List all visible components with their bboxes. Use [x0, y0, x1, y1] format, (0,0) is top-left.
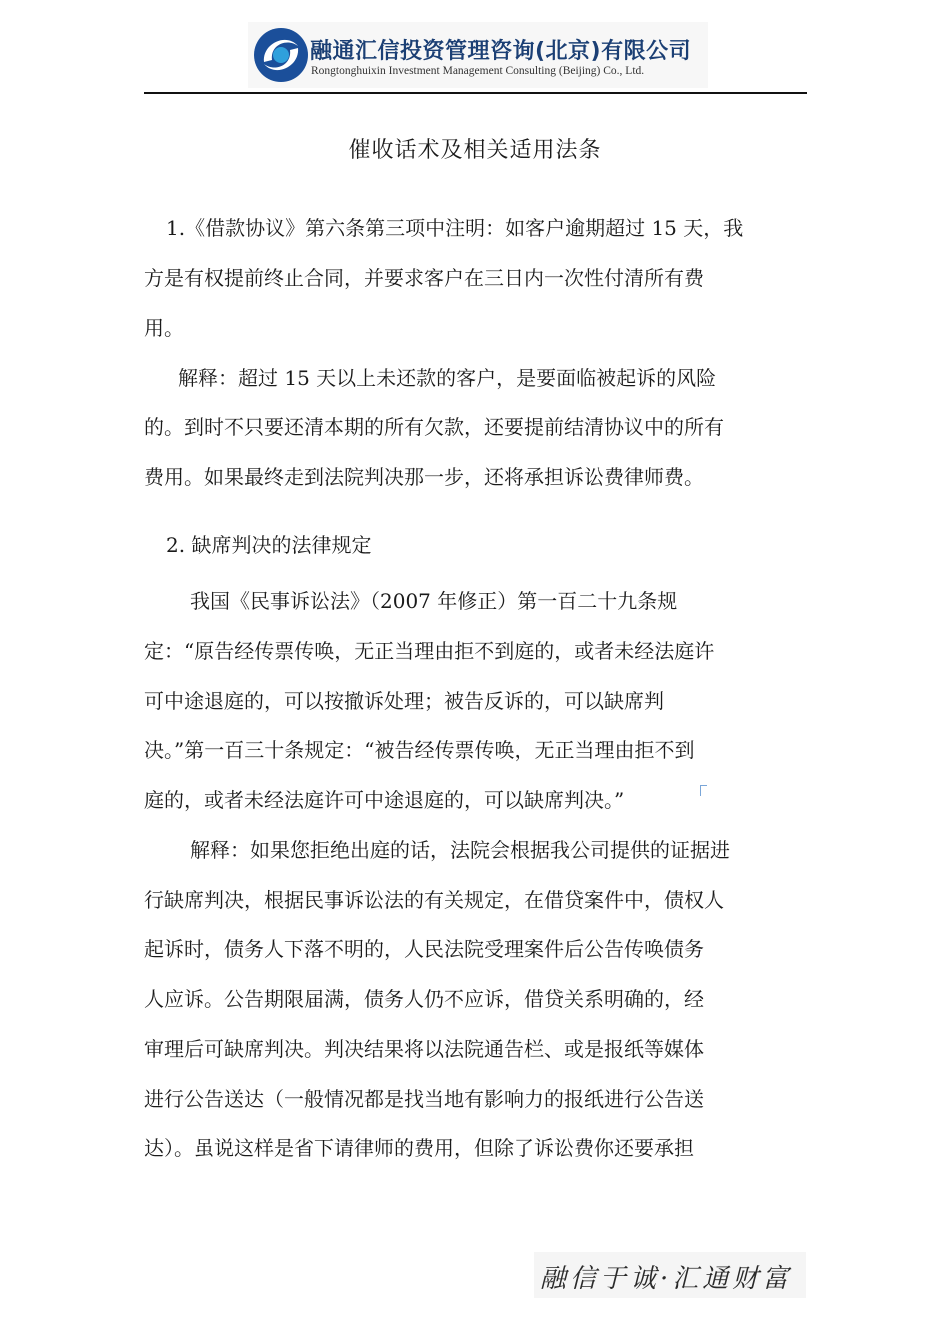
footnote-marker-icon [700, 785, 707, 796]
body-line: 的。到时不只要还清本期的所有欠款，还要提前结清协议中的所有 [144, 415, 724, 439]
body-line: 行缺席判决，根据民事诉讼法的有关规定，在借贷案件中，债权人 [144, 888, 724, 912]
body-line: 解释：超过 15 天以上未还款的客户，是要面临被起诉的风险 [178, 366, 717, 390]
letterhead [248, 22, 708, 88]
body-line: 用。 [144, 316, 184, 340]
footer-slogan-box [534, 1252, 806, 1298]
body-line: 进行公告送达（一般情况都是找当地有影响力的报纸进行公告送 [144, 1087, 704, 1111]
document-title: 催收话术及相关适用法条 [348, 138, 602, 163]
body-line: 庭的，或者未经法庭许可中途退庭的，可以缺席判决。” [144, 788, 625, 812]
header-divider [144, 92, 807, 94]
body-line: 可中途退庭的，可以按撤诉处理；被告反诉的，可以缺席判 [144, 689, 664, 713]
body-line: 1.《借款协议》第六条第三项中注明：如客户逾期超过 15 天，我 [166, 216, 744, 240]
company-logo-icon [252, 26, 310, 84]
body-line: 费用。如果最终走到法院判决那一步，还将承担诉讼费律师费。 [144, 465, 704, 489]
footer-slogan: 融信于诚·汇通财富 [540, 1264, 793, 1294]
body-line: 我国《民事诉讼法》（2007 年修正）第一百二十九条规 [190, 589, 678, 613]
body-line: 人应诉。公告期限届满，债务人仍不应诉，借贷关系明确的，经 [144, 987, 704, 1011]
company-name-cn: 融通汇信投资管理咨询(北京)有限公司 [310, 39, 692, 64]
body-line: 解释：如果您拒绝出庭的话，法院会根据我公司提供的证据进 [190, 838, 730, 862]
body-line: 决。”第一百三十条规定：“被告经传票传唤，无正当理由拒不到 [144, 738, 695, 762]
body-line: 起诉时，债务人下落不明的，人民法院受理案件后公告传唤债务 [144, 937, 704, 961]
body-line: 审理后可缺席判决。判决结果将以法院通告栏、或是报纸等媒体 [144, 1037, 704, 1061]
section-heading: 2. 缺席判决的法律规定 [166, 533, 372, 557]
body-line: 达）。虽说这样是省下请律师的费用，但除了诉讼费你还要承担 [144, 1136, 694, 1160]
company-name-en: Rongtonghuixin Investment Management Consulting (Beijing) Co., Ltd. [311, 65, 645, 77]
body-line: 定：“原告经传票传唤，无正当理由拒不到庭的，或者未经法庭许 [144, 639, 715, 663]
body-line: 方是有权提前终止合同，并要求客户在三日内一次性付清所有费 [144, 266, 704, 290]
